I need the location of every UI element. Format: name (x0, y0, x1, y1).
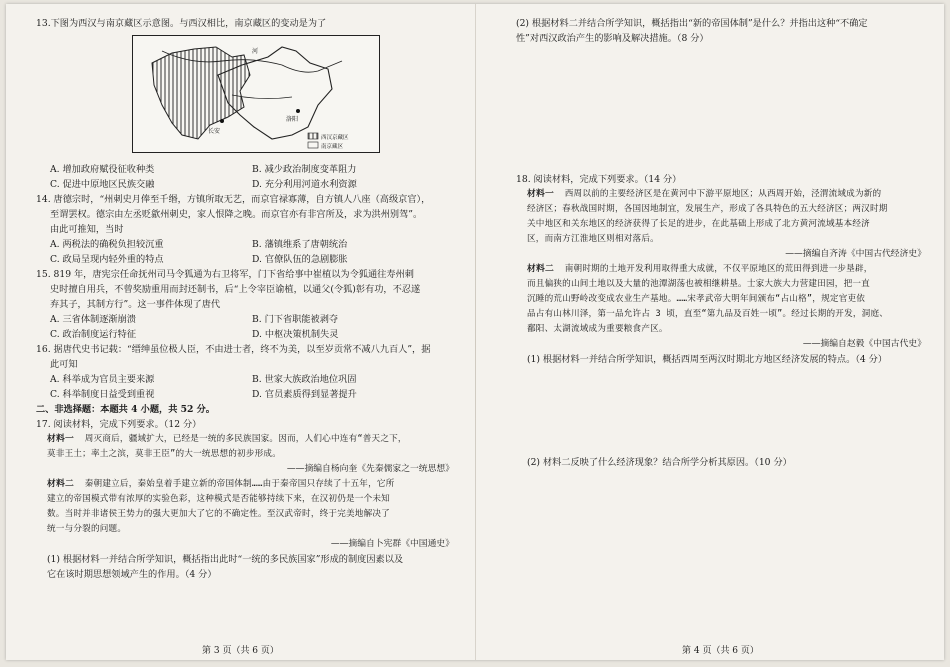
q17-material-1-tag: 材料一 (47, 434, 74, 444)
q14-line-2: 至谓罢权。德宗由左丞贬歙州刺史，家人恨降之晚。而京官亦有非宫所及，求为洪州别驾”。 (50, 209, 423, 220)
q17-material-1-source: ——摘编自杨向奎《先秦儒家之一统思想》 (286, 464, 454, 474)
q13-option-c: C. 促进中原地区民族交融 (50, 179, 155, 190)
q14-options (36, 237, 454, 252)
q16-option-c: C. 科举制度日益受到重视 (50, 389, 155, 400)
answer-space-1 (516, 46, 926, 172)
q15-option-b: B. 门下省职能被剥夺 (252, 314, 339, 325)
q14-line-1: 14. 唐德宗时，“州刺史月俸至千缗，方镇所取无艺，而京官禄寡薄，自方镇人八座（高级京官）， (36, 194, 431, 205)
q16-option-d: D. 官员素质得到显著提升 (252, 389, 357, 400)
q18-material-2-tag: 材料二 (527, 264, 554, 274)
right-page-footer: 第 4 页（共 6 页） (682, 646, 759, 656)
map-label-changan: 长安 (208, 128, 221, 135)
q14-line-3: 由此可推知，当时 (50, 224, 124, 235)
answer-space-2 (516, 367, 926, 455)
q18-material-1-line-2: 经济区；春秋战国时期，各国因地制宜，发展生产，形成了各具特色的五大经济区；两汉时期 (527, 204, 888, 214)
q17-material-2-tag: 材料二 (47, 479, 74, 489)
q17-material-2-line-2: 建立的帝国模式带有浓厚的实验色彩，这种模式是否能够持续下来，在汉初仍是一个未知 (47, 494, 390, 504)
q15-options (36, 312, 454, 327)
q16-options-2 (36, 387, 454, 402)
q17-m2-text-1: 秦朝建立后，秦始皇着手建立新的帝国体制……由于秦帝国只存续了十五年，它所 (84, 479, 395, 489)
q18-material-2-source: ——摘编自赵毅《中国古代史》 (802, 339, 926, 349)
q17-material-1-line-1 (36, 432, 454, 447)
q15-line-2: 史时擅自用兵，不曾奖励重用而封还制书，后“上令宰臣谕植，以通父(令狐)彰有功，不忍遂 (50, 284, 421, 295)
legend-label-nanjing: 南京藏区 (321, 144, 344, 150)
chang-an-dot (220, 119, 224, 123)
map-label-luoyang: 洛阳 (286, 116, 299, 123)
legend-swatch-han (308, 133, 318, 139)
q14-option-d: D. 官僚队伍的急剧膨胀 (252, 254, 348, 265)
q17-ask-1-line-2: 它在该时期思想领域产生的作用。（4 分） (47, 569, 217, 580)
q13-options-2 (36, 177, 454, 192)
q13-stem: 13.下图为西汉与南京藏区示意图。与西汉相比，南京藏区的变动是为了 (36, 18, 327, 29)
q17-material-2-line-3: 数。当时并非诸侯王势力的强大更加大了它的不确定性。至汉武帝时，终于完美地解决了 (47, 509, 390, 519)
q15-line-1: 15. 819 年，唐宪宗任命抚州司马令狐通为右卫将军，门下省给事中崔植以为令狐通往寿州刺 (36, 269, 414, 280)
q16-option-b: B. 世家大族政治地位巩固 (252, 374, 357, 385)
q18-material-2-line-3: 沉睡的荒山野岭改变成农业生产基地。……宋孝武帝大明年间颁布“占山格”，规定官吏依 (527, 294, 866, 304)
q14-option-b: B. 藩镇维系了唐朝统治 (252, 239, 348, 250)
luoyang-dot (296, 109, 300, 113)
q13-option-d: D. 充分利用河道水利资源 (252, 179, 357, 190)
q18-stem: 18. 阅读材料，完成下列要求。（14 分） (516, 174, 682, 185)
q14-option-a: A. 两税法的确税负担较沉重 (50, 239, 164, 250)
left-page-footer: 第 3 页（共 6 页） (202, 646, 279, 656)
q18-material-1-line-4: 区，而南方江淮地区则相对落后。 (527, 234, 659, 244)
left-page (36, 16, 454, 582)
q17-ask-2-line-2: 性”对西汉政治产生的影响及解决措施。（8 分） (516, 33, 709, 44)
q17-ask-2-line-1: (2) 根据材料二并结合所学知识，概括指出“新的帝国体制”是什么？并指出这种“不确定 (516, 18, 868, 29)
q17-ask-1-line-1: (1) 根据材料一并结合所学知识，概括指出此时“一统的多民族国家”形成的制度因素以及 (47, 554, 404, 565)
exam-sheet (6, 4, 944, 660)
q18-ask-2: (2) 材料二反映了什么经济现象？结合所学分析其原因。（10 分） (527, 457, 792, 468)
q16-line-2: 此可知 (50, 359, 78, 370)
q18-material-1-source: ——摘编自齐涛《中国古代经济史》 (785, 249, 926, 259)
q16-line-1: 16. 据唐代史书记载：“缙绅虽位极人臣，不由进士者，终不为美，以至岁贡常不减八九百人”，据 (36, 344, 431, 355)
q18-material-2-line-1 (516, 262, 926, 277)
q18-material-2-line-2: 而且偏狭的山间土地以及大量的池潭湖荡也被相继耕垦。士家大族大力营建田园，把一直 (527, 279, 870, 289)
q17-material-1-line-2: 莫非王土；率土之滨，莫非王臣”的大一统思想的初步形成。 (47, 449, 282, 459)
q18-ask-1: (1) 根据材料一并结合所学知识，概括西周至两汉时期北方地区经济发展的特点。（4 分） (527, 354, 888, 365)
right-page (516, 16, 926, 470)
q15-option-a: A. 三省体制逐渐崩溃 (50, 314, 136, 325)
q16-options (36, 372, 454, 387)
section-2-heading: 二、非选择题：本题共 4 小题，共 52 分。 (36, 404, 215, 415)
map-label-river: 河 (252, 48, 259, 55)
q17-material-2-source: ——摘编自卜宪群《中国通史》 (330, 539, 454, 549)
q13-option-a: A. 增加政府赋役征收种类 (50, 164, 155, 175)
q15-line-3: 弃其子，其制方行”。这一事件体现了唐代 (50, 299, 221, 310)
q15-option-d: D. 中枢决策机制失灵 (252, 329, 339, 340)
q15-options-2 (36, 327, 454, 342)
q17-material-2-line-1 (36, 477, 454, 492)
q18-material-1-line-3: 关中地区和关东地区的经济获得了长足的进步，在此基础上形成了北方黄河流域基本经济 (527, 219, 870, 229)
q18-m2-text-1: 南朝时期的土地开发利用取得重大成就，不仅平原地区的荒田得到进一步垦辟， (564, 264, 873, 274)
q14-option-c: C. 政局呈现内轻外重的特点 (50, 254, 164, 265)
q13-map (132, 35, 380, 153)
q18-material-2-line-4: 品占有山林川泽，第一品允许占 3 顷，直至“第九品及百姓一顷”。经过长期的开发，洞庭、 (527, 309, 889, 319)
q17-m1-text-1: 周灭商后，疆域扩大，已经是一统的多民族国家。因而，人们心中连有“普天之下， (84, 434, 407, 444)
q18-material-1-tag: 材料一 (527, 189, 554, 199)
q15-option-c: C. 政治制度运行特征 (50, 329, 137, 340)
q13-option-b: B. 减少政治制度变革阻力 (252, 164, 357, 175)
q16-option-a: A. 科举成为官员主要来源 (50, 374, 155, 385)
q18-material-2-line-5: 鄱阳、太湖流域成为重要粮食产区。 (527, 324, 668, 334)
q17-material-2-line-4: 统一与分裂的问题。 (47, 524, 127, 534)
page-fold (475, 4, 476, 660)
q18-material-1-line-1 (516, 187, 926, 202)
q13-options (36, 162, 454, 177)
q14-options-2 (36, 252, 454, 267)
q18-m1-text-1: 西周以前的主要经济区是在黄河中下游平原地区；从西周开始，泾渭流域成为新的 (564, 189, 882, 199)
legend-label-han: 西汉京藏区 (321, 135, 349, 141)
q17-stem: 17. 阅读材料，完成下列要求。（12 分） (36, 419, 202, 430)
